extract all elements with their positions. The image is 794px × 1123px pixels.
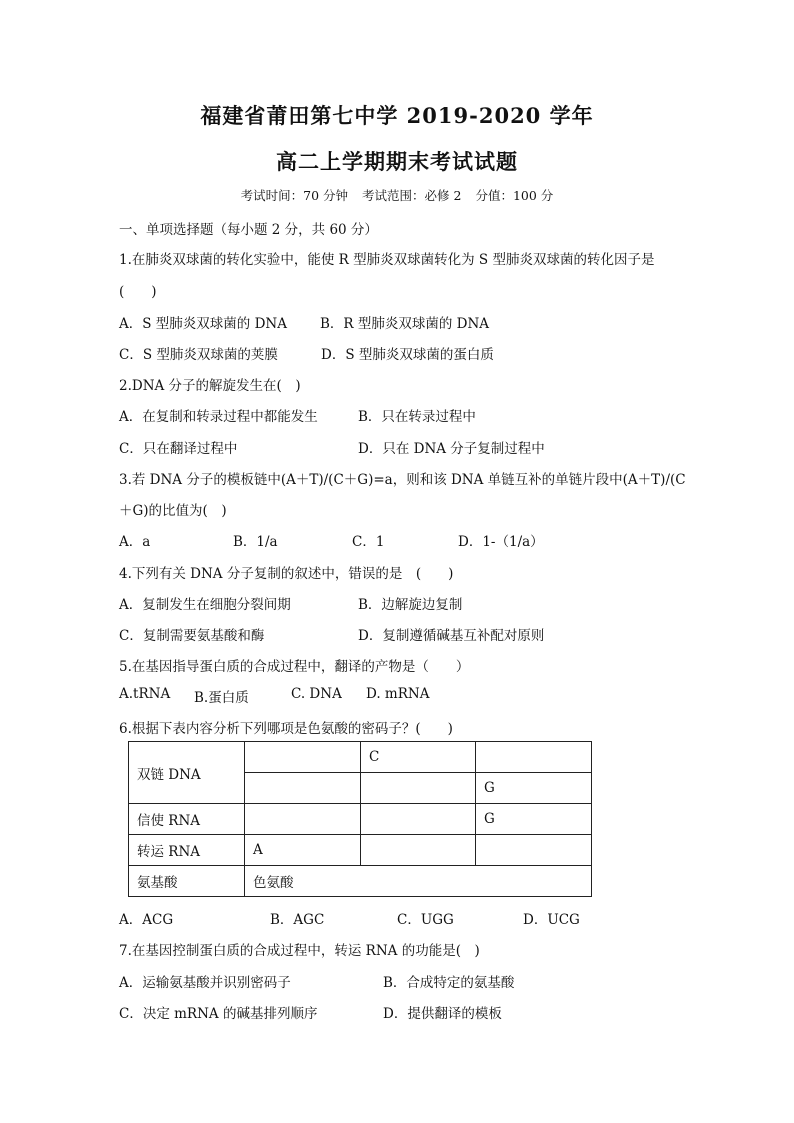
- question-7-option-c: C．决定 mRNA 的碱基排列顺序: [119, 1006, 318, 1022]
- question-6-option-c: C．UGG: [397, 912, 454, 928]
- question-4-option-d: D．复制遵循碱基互补配对原则: [358, 628, 545, 644]
- question-2-option-a: A．在复制和转录过程中都能发生: [119, 409, 318, 425]
- table-cell: [476, 835, 592, 866]
- question-3-stem: 3.若 DNA 分子的模板链中(A＋T)/(C＋G)=a，则和该 DNA 单链互补的单链片段中(A＋T)/(C: [119, 472, 686, 488]
- question-2-option-b: B．只在转录过程中: [358, 409, 476, 425]
- question-3-option-d: D．1-（1/a）: [458, 534, 544, 550]
- question-4-option-c: C．复制需要氨基酸和酶: [119, 628, 265, 644]
- question-6-option-a: A．ACG: [119, 912, 174, 928]
- table-row-label-mrna: 信使 RNA: [129, 804, 245, 835]
- question-3-option-a: A．a: [119, 534, 151, 550]
- question-3-stem-cont: ＋G)的比值为( ): [119, 503, 227, 519]
- exam-time: 考试时间：70 分钟: [240, 188, 349, 203]
- question-7-option-b: B．合成特定的氨基酸: [383, 975, 515, 991]
- question-5-option-a: A.tRNA: [119, 686, 171, 702]
- question-7-option-d: D．提供翻译的模板: [383, 1006, 502, 1022]
- question-4-stem: 4.下列有关 DNA 分子复制的叙述中，错误的是 ( ): [119, 566, 454, 582]
- question-1-blank: ( ): [119, 284, 157, 300]
- question-7-option-a: A．运输氨基酸并识别密码子: [119, 975, 291, 991]
- table-cell: [476, 742, 592, 773]
- table-cell: C: [361, 742, 476, 773]
- question-3-option-b: B．1/a: [233, 534, 278, 550]
- codon-table: [128, 741, 592, 897]
- table-cell-amino-acid: 色氨酸: [245, 866, 592, 897]
- table-cell: G: [476, 804, 592, 835]
- table-cell: [245, 773, 361, 804]
- question-5-option-d: D. mRNA: [366, 686, 430, 702]
- question-4-option-b: B．边解旋边复制: [358, 597, 463, 613]
- table-cell: [245, 742, 361, 773]
- table-cell: [361, 835, 476, 866]
- question-2-option-d: D．只在 DNA 分子复制过程中: [358, 441, 545, 457]
- exam-meta: [0, 186, 794, 204]
- exam-scope: 考试范围：必修 2: [362, 188, 462, 203]
- question-3-option-c: C．1: [352, 534, 385, 550]
- table-cell: [361, 804, 476, 835]
- question-2-stem: 2.DNA 分子的解旋发生在( ): [119, 378, 301, 394]
- question-1-option-b: B．R 型肺炎双球菌的 DNA: [320, 316, 490, 332]
- question-5-option-c: C. DNA: [291, 686, 342, 702]
- question-7-stem: 7.在基因控制蛋白质的合成过程中，转运 RNA 的功能是( ): [119, 943, 480, 959]
- table-cell: [245, 804, 361, 835]
- exam-subtitle: 高二上学期期末考试试题: [276, 149, 518, 174]
- question-1-option-c: C．S 型肺炎双球菌的荚膜: [119, 347, 278, 363]
- table-cell: G: [476, 773, 592, 804]
- question-5-option-b: B.蛋白质: [194, 690, 249, 706]
- question-1-option-a: A．S 型肺炎双球菌的 DNA: [119, 316, 287, 332]
- question-6-option-d: D．UCG: [523, 912, 580, 928]
- question-2-option-c: C．只在翻译过程中: [119, 441, 238, 457]
- section-heading: 一、单项选择题（每小题 2 分，共 60 分）: [119, 222, 378, 238]
- table-row-label-amino-acid: 氨基酸: [129, 866, 245, 897]
- question-6-stem: 6.根据下表内容分析下列哪项是色氨酸的密码子？( ): [119, 721, 453, 737]
- table-row-label-dna: 双链 DNA: [129, 742, 245, 804]
- question-6-option-b: B．AGC: [270, 912, 325, 928]
- table-cell: A: [245, 835, 361, 866]
- table-row-label-trna: 转运 RNA: [129, 835, 245, 866]
- exam-score: 分值：100 分: [475, 188, 554, 203]
- exam-title: 福建省莆田第七中学 2019-2020 学年: [200, 103, 594, 128]
- question-1-option-d: D．S 型肺炎双球菌的蛋白质: [321, 347, 494, 363]
- question-4-option-a: A．复制发生在细胞分裂间期: [119, 597, 291, 613]
- table-cell: [361, 773, 476, 804]
- question-1-stem: 1.在肺炎双球菌的转化实验中，能使 R 型肺炎双球菌转化为 S 型肺炎双球菌的转化因子是: [119, 252, 655, 268]
- question-5-stem: 5.在基因指导蛋白质的合成过程中，翻译的产物是（ ）: [119, 659, 470, 675]
